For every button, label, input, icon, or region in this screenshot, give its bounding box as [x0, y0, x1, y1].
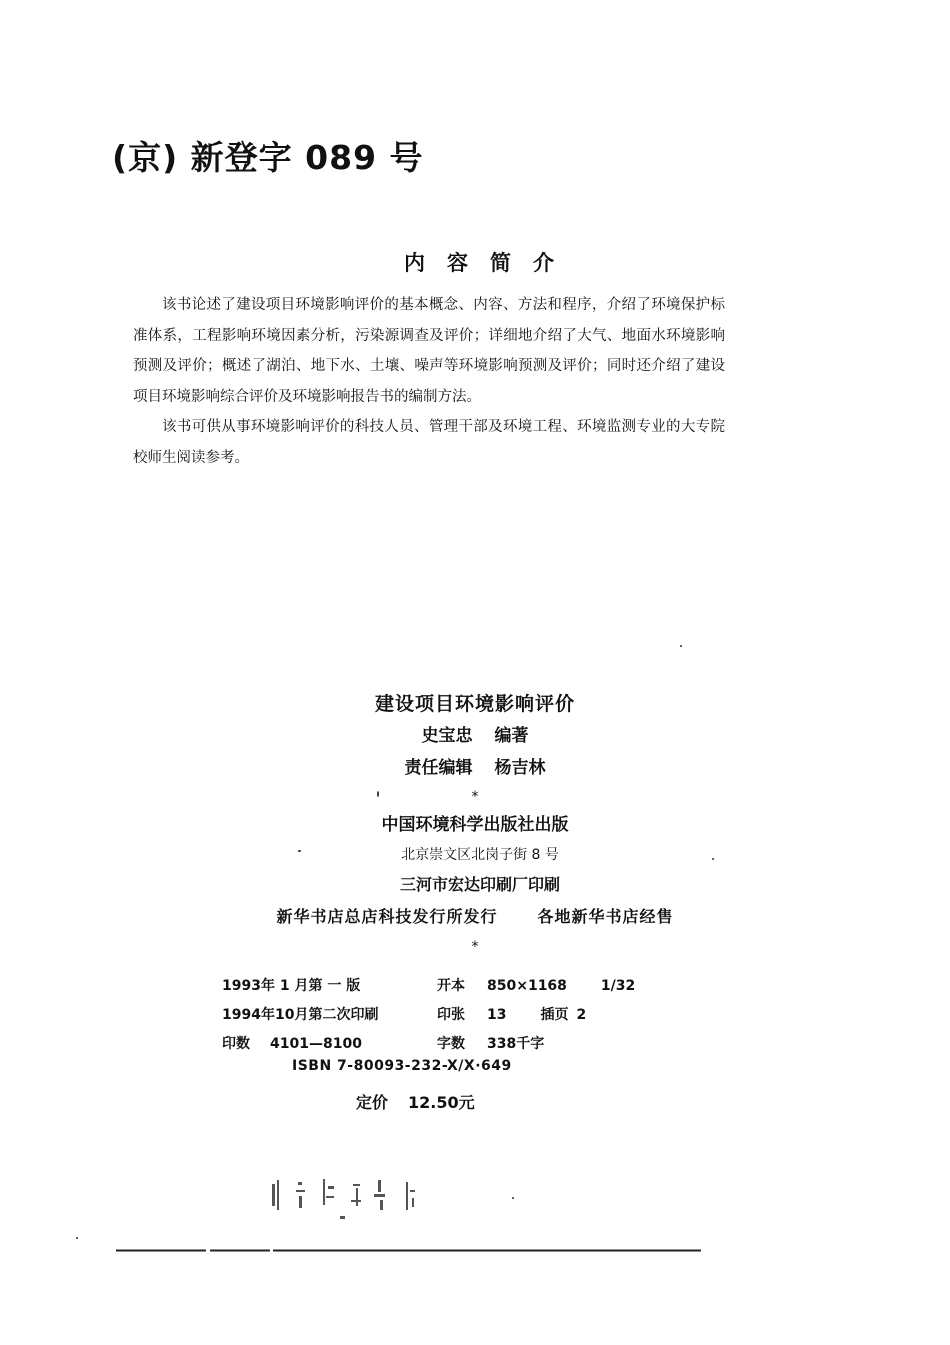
seller: 各地新华书店经售 — [537, 907, 674, 926]
distributor: 新华书店总店科技发行所发行 — [276, 907, 498, 926]
author-name: 史宝忠 — [421, 726, 473, 746]
editor-name: 杨吉林 — [494, 758, 546, 778]
word-count-value: 338千字 — [487, 1036, 545, 1052]
isbn: ISBN 7-80093-232-X/X·649 — [292, 1058, 512, 1074]
summary-paragraph-1: 该书论述了建设项目环境影响评价的基本概念、内容、方法和程序，介绍了环境保护标准体系，工程影响环境因素分析，污染源调查及评价；详细地介绍了大气、地面水环境影响预测及评价；概述了湖泊、地下水、土壤、噪声等环境影响预测及评价；同时还介绍了建设项目环境影响综合评价及环境影响报告书的编制方法。 — [133, 297, 725, 405]
summary-text — [133, 290, 725, 473]
summary-paragraph-2: 该书可供从事环境影响评价的科技人员、管理干部及环境工程、环境监测专业的大专院校师生阅读参考。 — [133, 419, 725, 466]
editor-label: 责任编辑 — [404, 758, 473, 778]
scan-speck — [512, 1197, 514, 1199]
word-count-label: 字数 — [437, 1036, 465, 1052]
price-label: 定价 — [356, 1093, 389, 1112]
plates-label: 插页 — [540, 1007, 569, 1023]
registration-number: (京) 新登字 089 号 — [112, 138, 424, 177]
library-stamp-marks — [268, 1176, 423, 1224]
printer: 三河市宏达印刷厂印刷 — [399, 875, 560, 894]
summary-heading: 内容简介 — [404, 251, 576, 275]
spec-row-2 — [222, 1001, 635, 1030]
book-title: 建设项目环境影响评价 — [374, 693, 575, 715]
separator-star-2: * — [471, 939, 479, 955]
scan-speck — [712, 858, 714, 860]
printing: 1994年10月第二次印刷 — [222, 1007, 379, 1023]
price-line — [356, 1090, 475, 1113]
scan-speck — [377, 791, 379, 797]
author-line — [0, 720, 950, 752]
bottom-rule — [116, 1249, 701, 1252]
spec-row-1 — [222, 972, 635, 1001]
spec-row-3 — [222, 1030, 635, 1059]
scan-speck — [298, 850, 301, 852]
publisher: 中国环境科学出版社出版 — [381, 815, 569, 835]
price-value: 12.50元 — [408, 1093, 475, 1112]
distribution-line — [0, 900, 950, 934]
publication-specs — [222, 972, 635, 1059]
publisher-address: 北京崇文区北岗子街 8 号 — [401, 847, 559, 863]
scan-speck — [76, 1237, 78, 1239]
sheets-label: 印张 — [437, 1007, 465, 1023]
print-run-label: 印数 — [222, 1036, 250, 1052]
edition: 1993年 1 月第 一 版 — [222, 978, 361, 994]
editor-line — [0, 752, 950, 784]
format-fraction: 1/32 — [600, 978, 636, 994]
sheets-value: 13 — [487, 1007, 507, 1023]
format-value: 850×1168 — [487, 978, 567, 994]
author-role: 编著 — [494, 726, 529, 746]
format-label: 开本 — [437, 978, 465, 994]
colophon — [0, 688, 950, 960]
separator-star: * — [471, 789, 479, 805]
scan-speck — [680, 645, 682, 647]
print-run-value: 4101—8100 — [270, 1036, 362, 1052]
plates-value: 2 — [576, 1007, 587, 1023]
